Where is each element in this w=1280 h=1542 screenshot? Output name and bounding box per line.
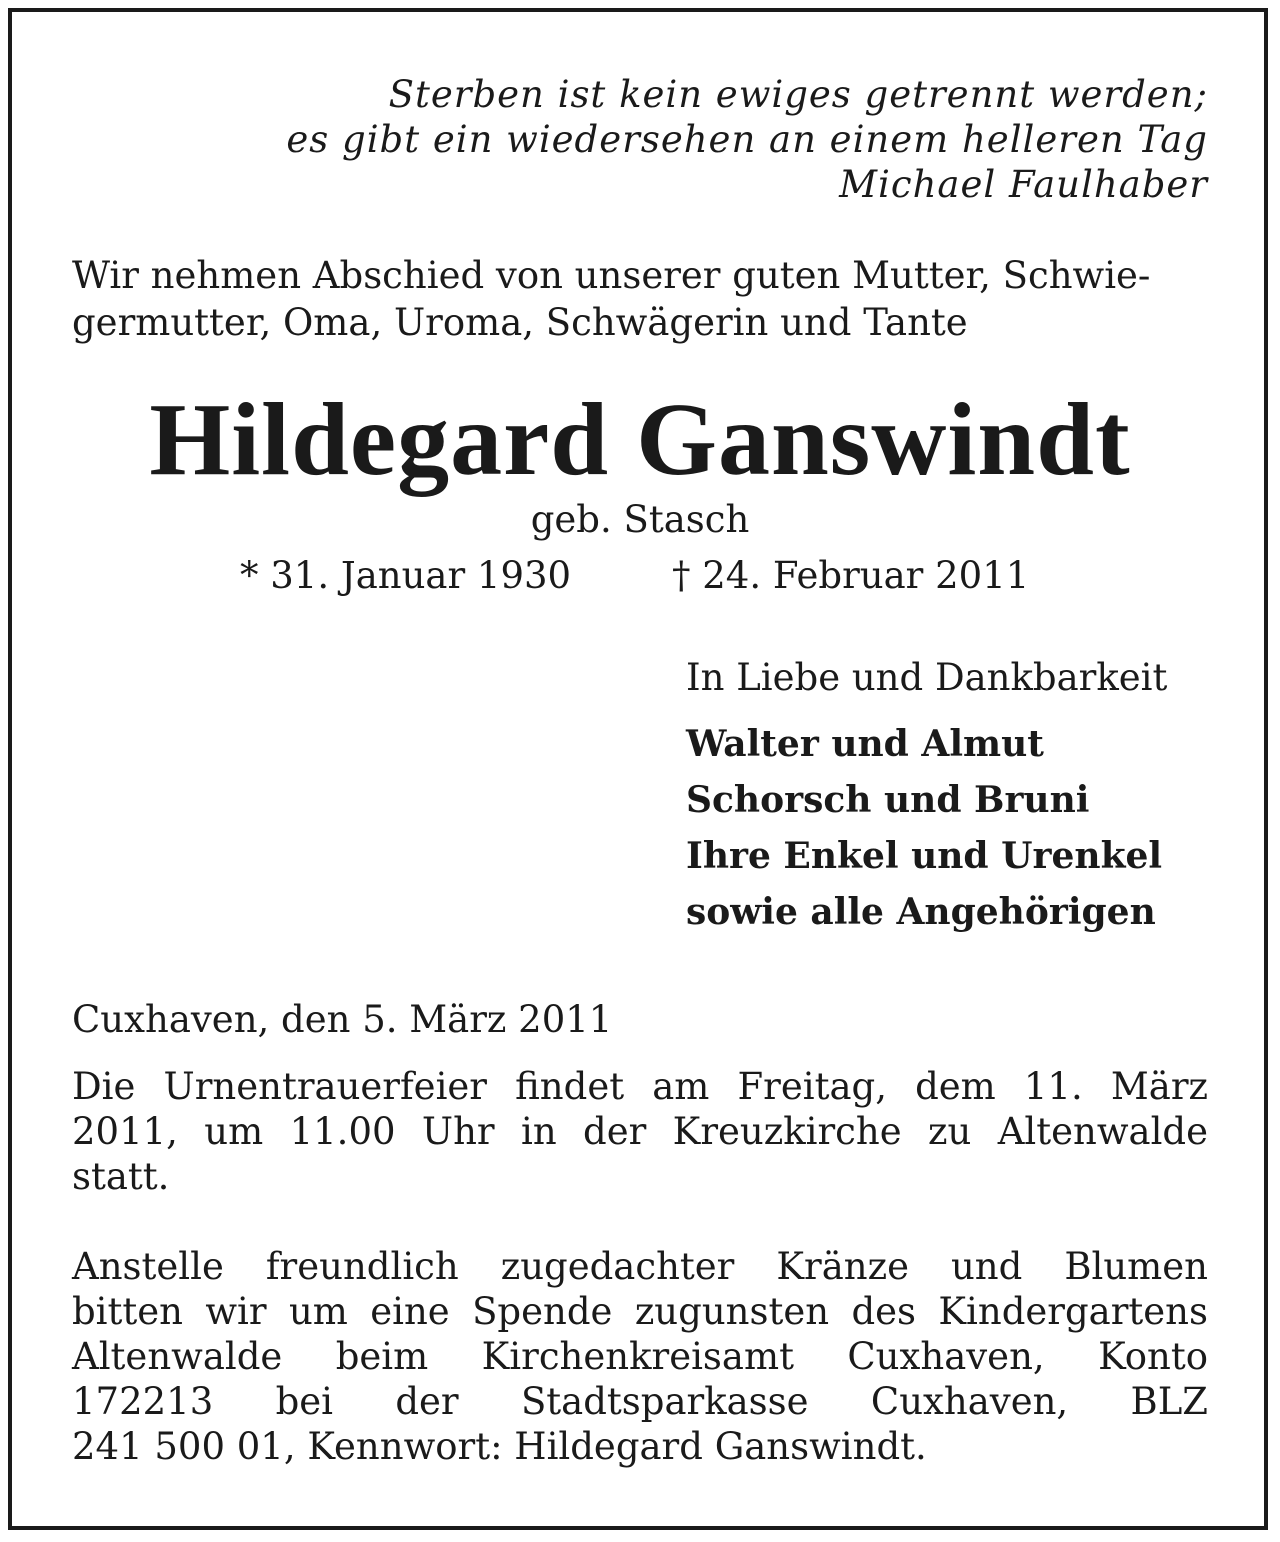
donation-line: Anstelle freundlich zugedachter Kränze und Blumen — [72, 1245, 1208, 1288]
ceremony-line: 2011, um 11.00 Uhr in der Kreuzkirche zu Altenwalde — [72, 1110, 1208, 1153]
farewell-intro — [72, 252, 1208, 346]
intro-line: germutter, Oma, Uroma, Schwägerin und Tante — [72, 301, 968, 344]
ceremony-paragraph — [72, 1064, 1208, 1199]
ceremony-line: statt. — [72, 1155, 170, 1198]
memorial-quote — [286, 72, 1208, 207]
place-and-date: Cuxhaven, den 5. März 2011 — [72, 998, 613, 1041]
quote-line: Sterben ist kein ewiges getrennt werden; — [388, 73, 1208, 116]
mourner-name: Schorsch und Bruni — [686, 779, 1090, 821]
donation-line: bitten wir um eine Spende zugunsten des Kindergartens — [72, 1290, 1208, 1333]
donation-line: 241 500 01, Kennwort: Hildegard Ganswindt. — [72, 1425, 927, 1468]
mourner-name: sowie alle Angehörigen — [686, 891, 1156, 933]
mourners-block — [686, 654, 1208, 940]
mourners-list — [686, 716, 1208, 940]
maiden-name: geb. Stasch — [530, 498, 750, 541]
intro-line: Wir nehmen Abschied von unserer guten Mutter, Schwie- — [72, 254, 1151, 297]
donation-paragraph — [72, 1244, 1208, 1469]
birth-date: * 31. Januar 1930 — [240, 554, 572, 597]
donation-line: Altenwalde beim Kirchenkreisamt Cuxhaven, Konto — [72, 1335, 1208, 1378]
mourners-lead: In Liebe und Dankbarkeit — [686, 656, 1168, 699]
quote-author: Michael Faulhaber — [839, 163, 1208, 206]
mourner-name: Walter und Almut — [686, 723, 1044, 765]
quote-line: es gibt ein wiedersehen an einem helleren Tag — [286, 118, 1208, 161]
mourner-name: Ihre Enkel und Urenkel — [686, 835, 1163, 877]
ceremony-line: Die Urnentrauerfeier findet am Freitag, dem 11. März — [72, 1065, 1208, 1108]
deceased-name: Hildegard Ganswindt — [149, 382, 1131, 497]
death-date: † 24. Februar 2011 — [672, 554, 1030, 597]
donation-line: 172213 bei der Stadtsparkasse Cuxhaven, BLZ — [72, 1380, 1208, 1423]
